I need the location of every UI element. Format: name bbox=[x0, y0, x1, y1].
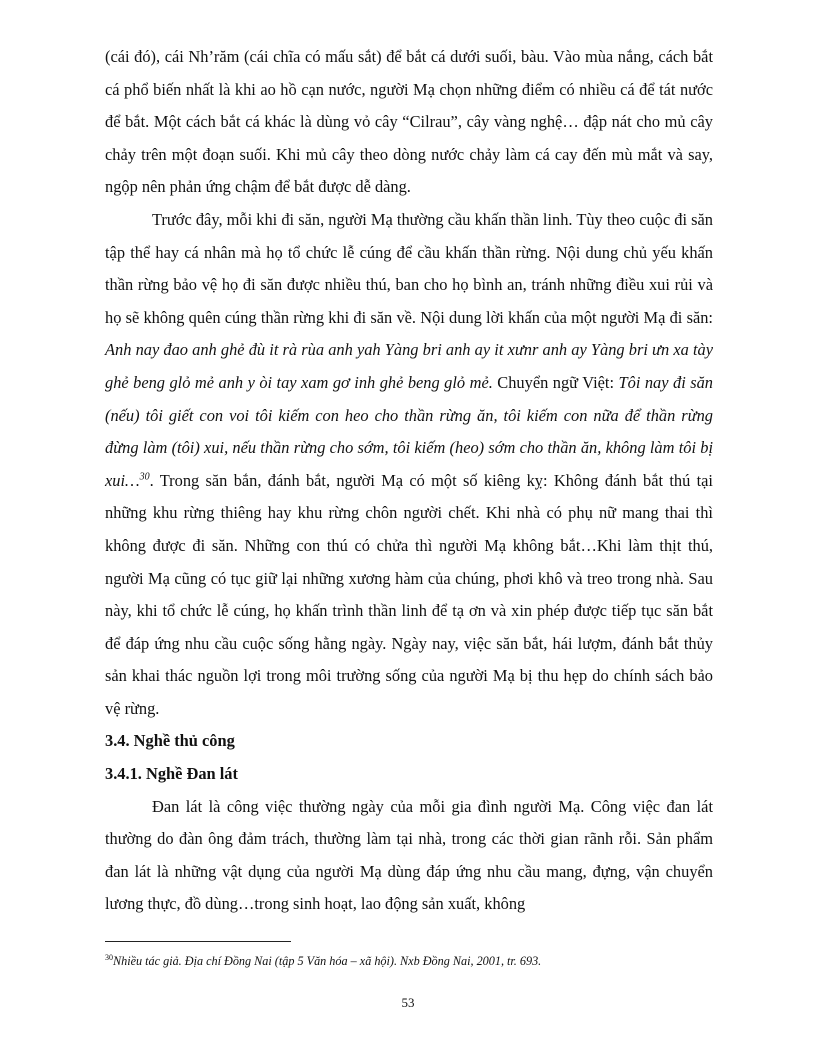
translation-label: Chuyển ngữ Việt: bbox=[492, 372, 619, 392]
footnote bbox=[105, 953, 725, 969]
hunting-intro: Trước đây, mỗi khi đi săn, người Mạ thường cầu khấn thần linh. Tùy theo cuộc đi săn tập thể hay cá nhân mà họ tổ chức lễ cúng để cầu khấn thần rừng. Nội dung chủ yếu khấn thần rừng bảo vệ họ đi săn được nhiều thú, ban cho họ bình an, tránh những điều xui rủi và họ sẽ không quên cúng thần rừng khi đi săn về. Nội dung lời khấn của một người Mạ đi săn: bbox=[105, 209, 713, 327]
section-heading: 3.4. Nghề thủ công bbox=[105, 731, 235, 751]
translation-text: Tôi nay đi săn (nếu) tôi giết con voi tôi kiếm con heo cho thần rừng ăn, tôi kiếm con nữa để thần rừng đừng làm (tôi) xui, nếu thần rừng cho sớm, tôi kiếm (heo) sớm cho thần ăn, không làm tôi bị xui… bbox=[105, 372, 714, 490]
paragraph-hunting bbox=[105, 204, 713, 726]
paragraph-fishing: (cái đó), cái Nh’răm (cái chĩa có mấu sắt) để bắt cá dưới suối, bàu. Vào mùa nắng, cách bắt cá phổ biến nhất là khi ao hồ cạn nước, người Mạ chọn những điểm có nhiều cá để tát nước để bắt. Một cách bắt cá khác là dùng vỏ cây “Cilrau”, cây vàng nghệ… đập nát cho mủ cây chảy trên một đoạn suối. Khi mủ cây theo dòng nước chảy làm cá cay đến mù mắt và say, ngộp nên phản ứng chậm để bắt được dễ dàng. bbox=[105, 47, 713, 197]
paragraph-weaving: Đan lát là công việc thường ngày của mỗi gia đình người Mạ. Công việc đan lát thường do đàn ông đảm trách, thường làm tại nhà, trong các thời gian rãnh rỗi. Sản phẩm đan lát là những vật dụng của người Mạ dùng đáp ứng nhu cầu mang, đựng, vận chuyển lương thực, đồ dùng…trong sinh hoạt, lao động sản xuất, không bbox=[105, 796, 713, 914]
footnote-divider bbox=[105, 941, 291, 942]
footnote-reference: 30 bbox=[139, 471, 150, 483]
body-text bbox=[105, 41, 713, 921]
prayer-text: Anh nay đao anh ghẻ đù it rà rùa anh yah Yàng bri anh ay it xưnr anh ay Yàng bri ưn xa tày ghẻ beng glỏ mẻ anh y òi tay xam gơ inh ghẻ beng glỏ mẻ. bbox=[105, 340, 713, 392]
footnote-number: 30 bbox=[105, 952, 113, 962]
page-number: 53 bbox=[401, 995, 415, 1010]
hunting-taboos: . Trong săn bắn, đánh bắt, người Mạ có một số kiêng kỵ: Không đánh bắt thú tại những khu rừng thiêng hay khu rừng chôn người chết. Khi nhà có phụ nữ mang thai thì không được đi săn. Những con thú có chửa thì người Mạ không bắt…Khi làm thịt thú, người Mạ cũng có tục giữ lại những xương hàm của chúng, phơi khô và treo trong nhà. Sau này, khi tổ chức lễ cúng, họ khấn trình thần linh để tạ ơn và xin phép được tiếp tục săn bắt để đáp ứng nhu cầu cuộc sống hằng ngày. Ngày nay, việc săn bắt, hái lượm, đánh bắt thủy sản khai thác nguồn lợi trong môi trường sống của người Mạ bị thu hẹp do chính sách bảo vệ rừng. bbox=[105, 470, 713, 718]
subsection-heading: 3.4.1. Nghề Đan lát bbox=[105, 764, 238, 784]
footnote-text: Nhiều tác giả. Địa chí Đồng Nai (tập 5 Văn hóa – xã hội). Nxb Đồng Nai, 2001, tr. 693. bbox=[113, 954, 542, 968]
